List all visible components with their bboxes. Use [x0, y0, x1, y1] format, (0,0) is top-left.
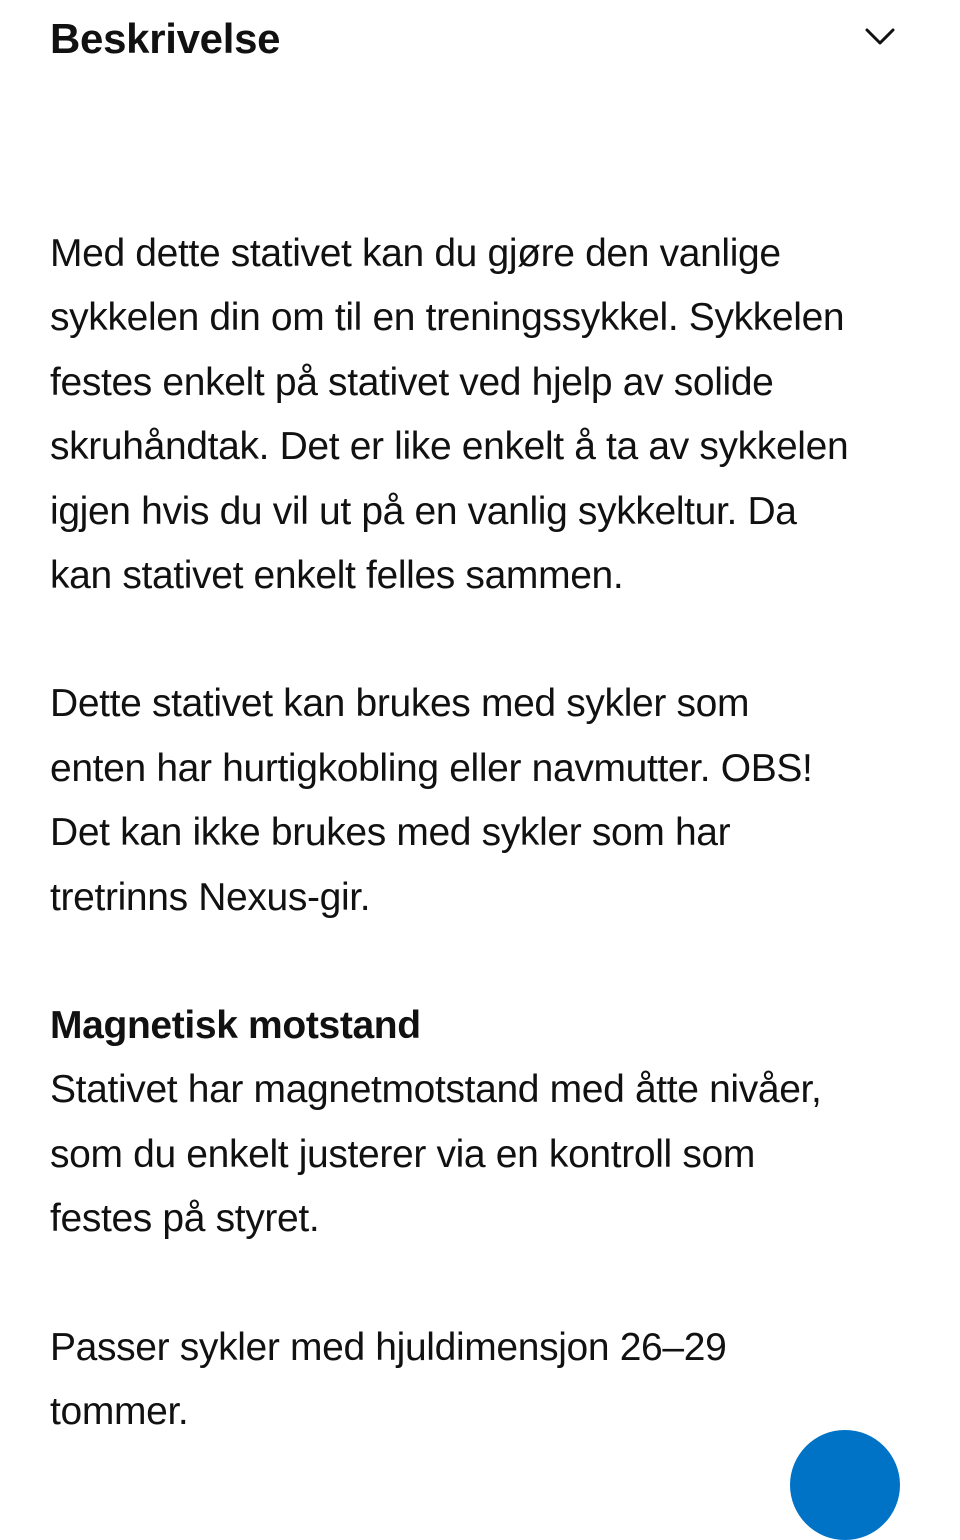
text-line: skruhåndtak. Det er like enkelt å ta av sykkelen: [50, 425, 849, 469]
magnetic-heading: Magnetisk motstand: [50, 1004, 421, 1048]
text-line: som du enkelt justerer via en kontroll som: [50, 1132, 755, 1176]
paragraph-wheel-size: [50, 1316, 930, 1445]
text-line: Dette stativet kan brukes med sykler som: [50, 682, 750, 726]
text-line: sykkelen din om til en treningssykkel. Sykkelen: [50, 296, 845, 340]
text-line: Stativet har magnetmotstand med åtte nivåer,: [50, 1068, 822, 1112]
text-line: Det kan ikke brukes med sykler som har: [50, 811, 731, 855]
text-line: enten har hurtigkobling eller navmutter. OBS!: [50, 746, 813, 790]
text-line: kan stativet enkelt felles sammen.: [50, 554, 624, 598]
text-line: tretrinns Nexus-gir.: [50, 875, 371, 919]
paragraph-gap: [50, 608, 930, 672]
text-line: Med dette stativet kan du gjøre den vanlige: [50, 232, 781, 275]
paragraph-gap: [50, 1252, 930, 1316]
paragraph-intro: [50, 222, 930, 608]
description-content: [50, 222, 930, 1445]
paragraph-gap: [50, 930, 930, 994]
section-title: Beskrivelse: [50, 15, 281, 62]
text-line: festes på styret.: [50, 1197, 320, 1241]
description-accordion-header[interactable]: [0, 0, 960, 80]
text-line: Passer sykler med hjuldimensjon 26–29: [50, 1325, 727, 1369]
paragraph-magnetic: [50, 994, 930, 1252]
chevron-down-icon[interactable]: [862, 22, 898, 50]
paragraph-compatibility: [50, 672, 930, 930]
text-line: festes enkelt på stativet ved hjelp av solide: [50, 360, 774, 404]
text-line: tommer.: [50, 1390, 189, 1434]
text-line: igjen hvis du vil ut på en vanlig sykkeltur. Da: [50, 489, 797, 533]
floating-action-button[interactable]: [790, 1430, 900, 1540]
